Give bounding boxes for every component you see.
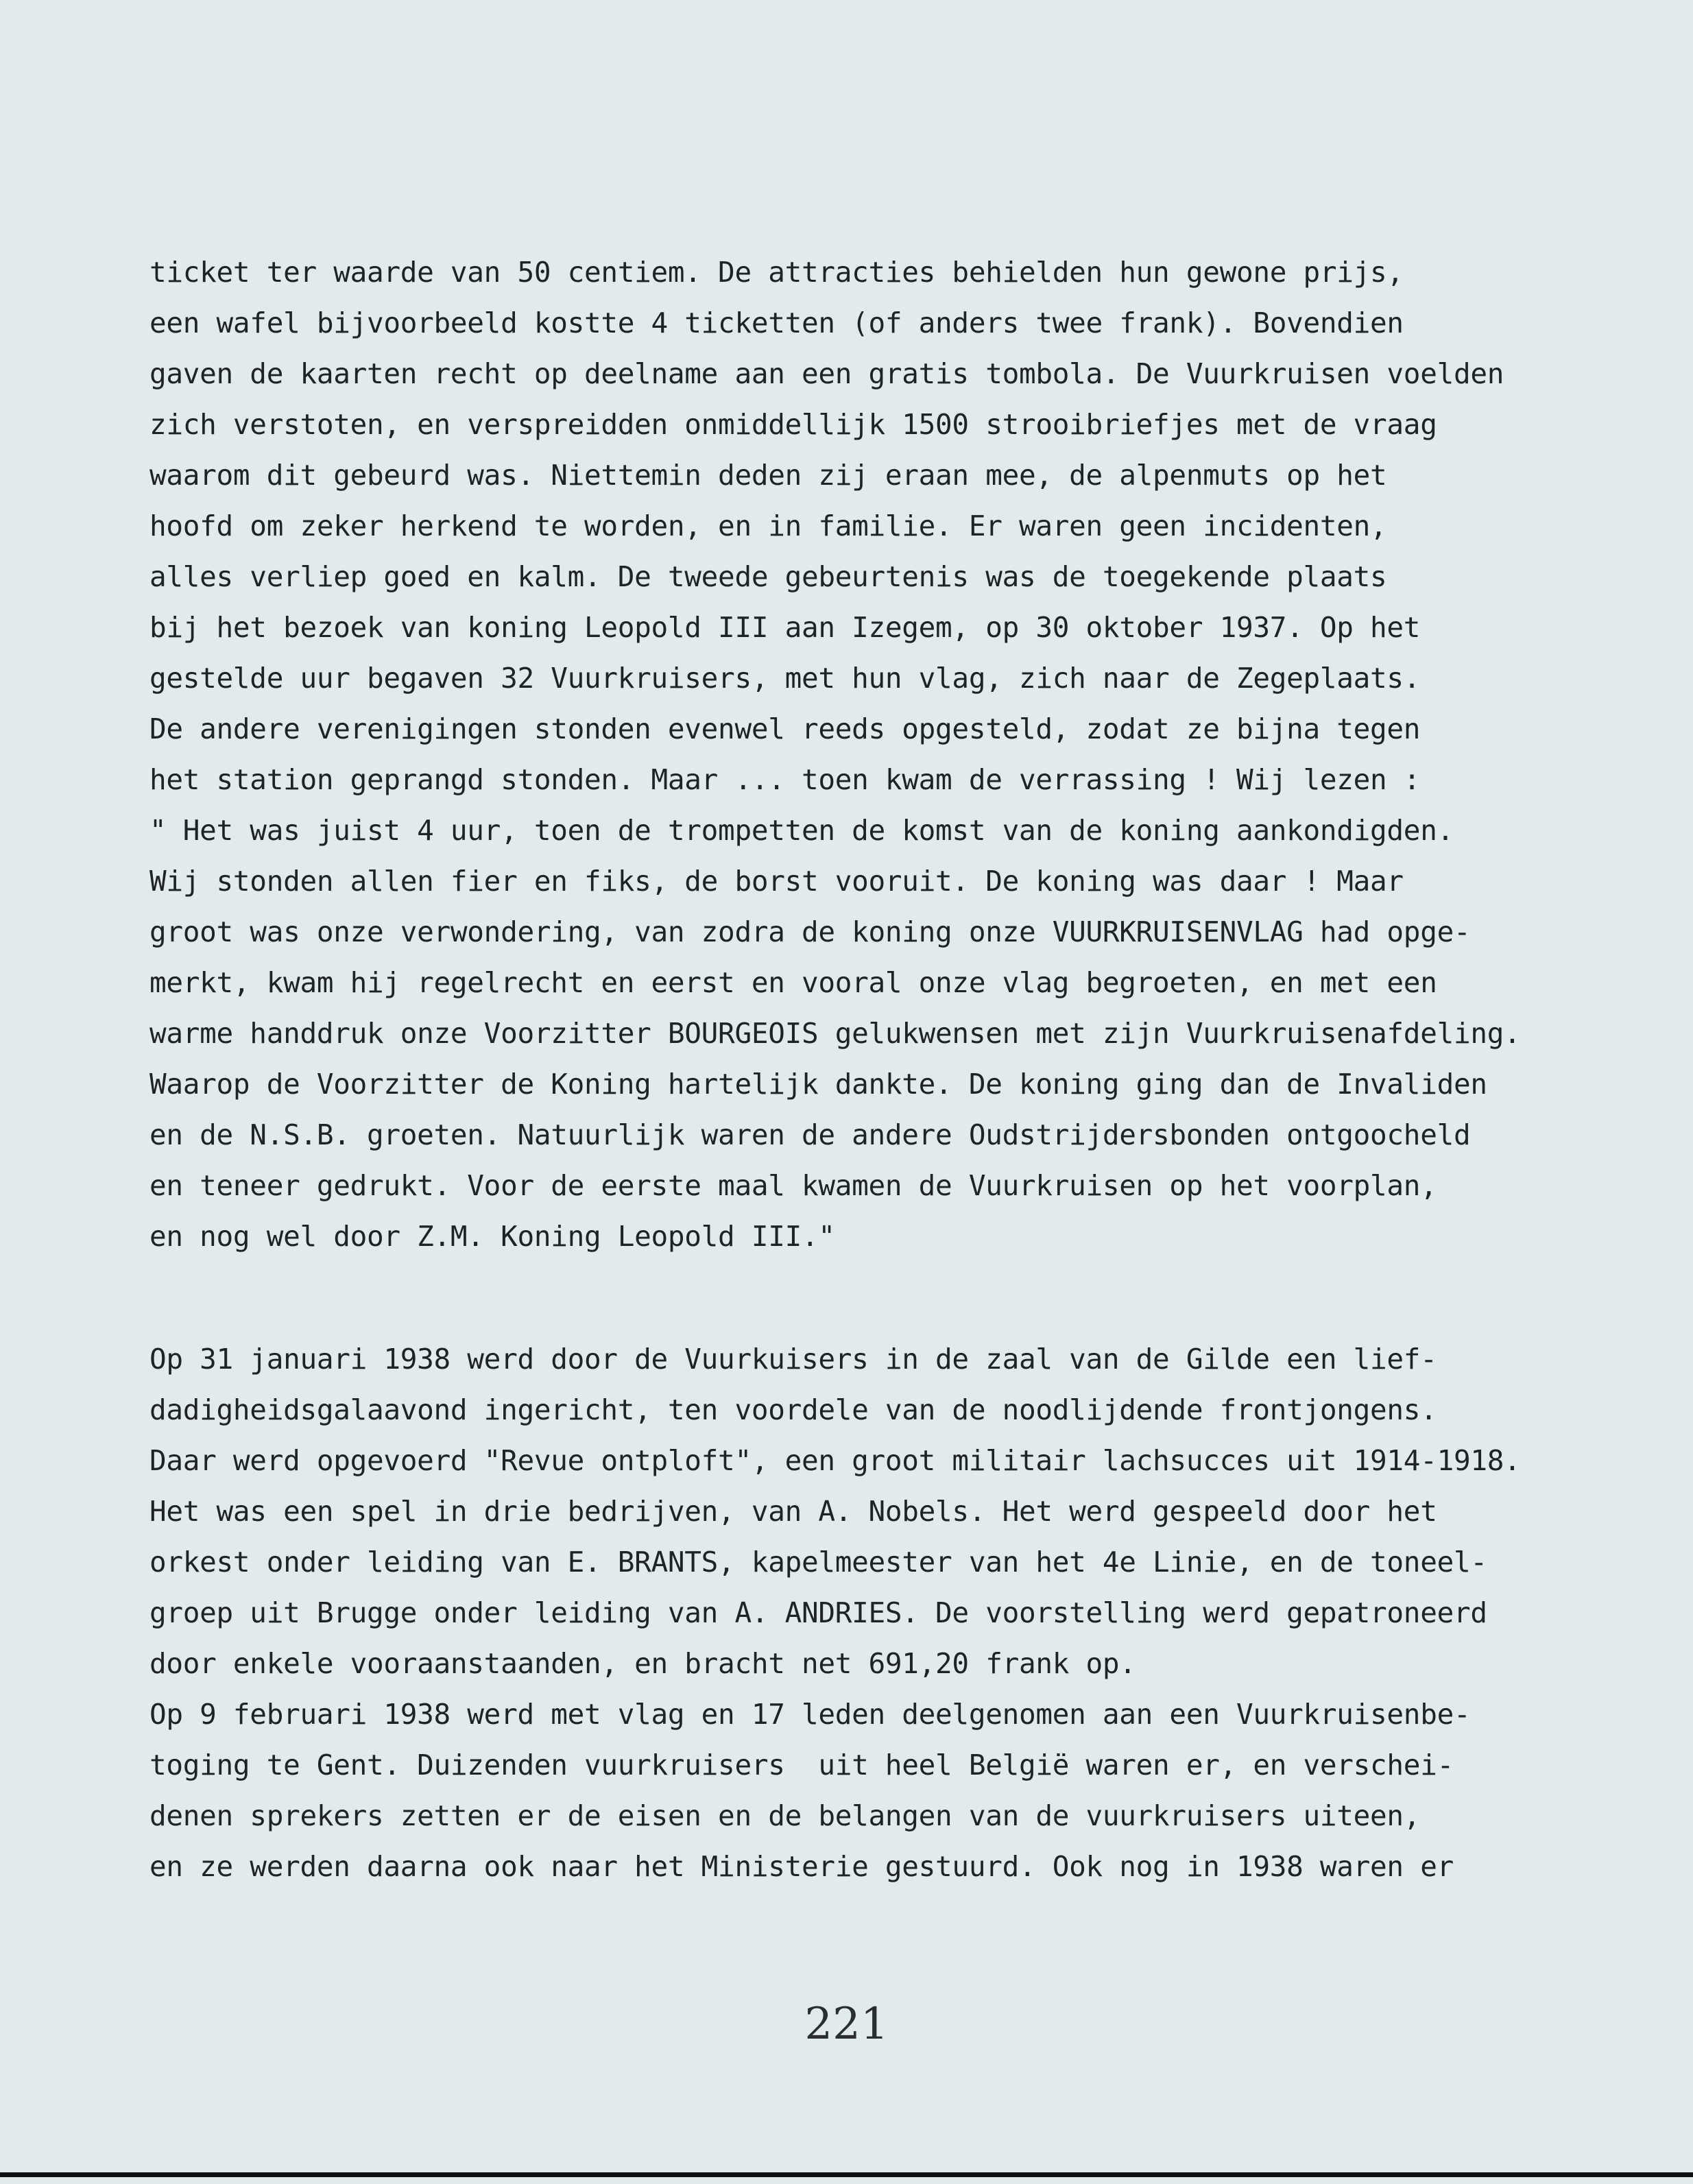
text-line: orkest onder leiding van E. BRANTS, kapelmeester van het 4e Linie, en de toneel- [149,1546,1487,1579]
text-line: en nog wel door Z.M. Koning Leopold III." [149,1220,835,1253]
text-line: alles verliep goed en kalm. De tweede gebeurtenis was de toegekende plaats [149,560,1387,593]
text-line: De andere verenigingen stonden evenwel reeds opgesteld, zodat ze bijna tegen [149,712,1421,745]
text-line: Op 31 januari 1938 werd door de Vuurkuisers in de zaal van de Gilde een lief- [149,1343,1437,1376]
text-line: een wafel bijvoorbeeld kostte 4 ticketten (of anders twee frank). Bovendien [149,307,1404,339]
text-line: dadigheidsgalaavond ingericht, ten voordele van de noodlijdende frontjongens. [149,1393,1437,1426]
text-line: en teneer gedrukt. Voor de eerste maal kwamen de Vuurkruisen op het voorplan, [149,1169,1437,1202]
text-line: bij het bezoek van koning Leopold III aan Izegem, op 30 oktober 1937. Op het [149,611,1421,644]
text-line: groep uit Brugge onder leiding van A. ANDRIES. De voorstelling werd gepatroneerd [149,1596,1487,1629]
text-line: het station geprangd stonden. Maar ... toen kwam de verrassing ! Wij lezen : [149,763,1421,796]
text-line: en de N.S.B. groeten. Natuurlijk waren de andere Oudstrijdersbonden ontgoocheld [149,1118,1471,1151]
text-line: Daar werd opgevoerd "Revue ontploft", een groot militair lachsucces uit 1914-1918. [149,1444,1521,1477]
text-line: denen sprekers zetten er de eisen en de belangen van de vuurkruisers uiteen, [149,1799,1421,1832]
text-line: warme handdruk onze Voorzitter BOURGEOIS gelukwensen met zijn Vuurkruisenafdeling. [149,1017,1521,1050]
bottom-border [0,2172,1693,2177]
text-line: door enkele vooraanstaanden, en bracht net 691,20 frank op. [149,1647,1136,1680]
text-line: groot was onze verwondering, van zodra de koning onze VUURKRUISENVLAG had opge- [149,915,1471,948]
text-line: Op 9 februari 1938 werd met vlag en 17 leden deelgenomen aan een Vuurkruisenbe- [149,1698,1471,1731]
text-line: ticket ter waarde van 50 centiem. De attracties behielden hun gewone prijs, [149,256,1404,289]
page-number: 221 [804,1999,889,2050]
text-line: zich verstoten, en verspreidden onmiddellijk 1500 strooibriefjes met de vraag [149,408,1437,441]
text-line: gaven de kaarten recht op deelname aan een gratis tombola. De Vuurkruisen voelden [149,357,1504,390]
text-line: Wij stonden allen fier en fiks, de borst vooruit. De koning was daar ! Maar [149,865,1404,898]
text-line: toging te Gent. Duizenden vuurkruisers uit heel België waren er, en verschei- [149,1749,1454,1781]
text-line: " Het was juist 4 uur, toen de trompetten de komst van de koning aankondigden. [149,814,1454,847]
text-line: hoofd om zeker herkend te worden, en in familie. Er waren geen incidenten, [149,509,1387,542]
text-line: waarom dit gebeurd was. Niettemin deden zij eraan mee, de alpenmuts op het [149,459,1387,492]
paragraph-1 [149,247,1644,1262]
text-line: en ze werden daarna ook naar het Ministerie gestuurd. Ook nog in 1938 waren er [149,1850,1454,1883]
paragraph-2 [149,1334,1644,1892]
text-line: merkt, kwam hij regelrecht en eerst en vooral onze vlag begroeten, en met een [149,966,1437,999]
text-line: Waarop de Voorzitter de Koning hartelijk dankte. De koning ging dan de Invaliden [149,1068,1487,1101]
text-line: Het was een spel in drie bedrijven, van A. Nobels. Het werd gespeeld door het [149,1495,1437,1528]
text-line: gestelde uur begaven 32 Vuurkruisers, met hun vlag, zich naar de Zegeplaats. [149,662,1421,695]
